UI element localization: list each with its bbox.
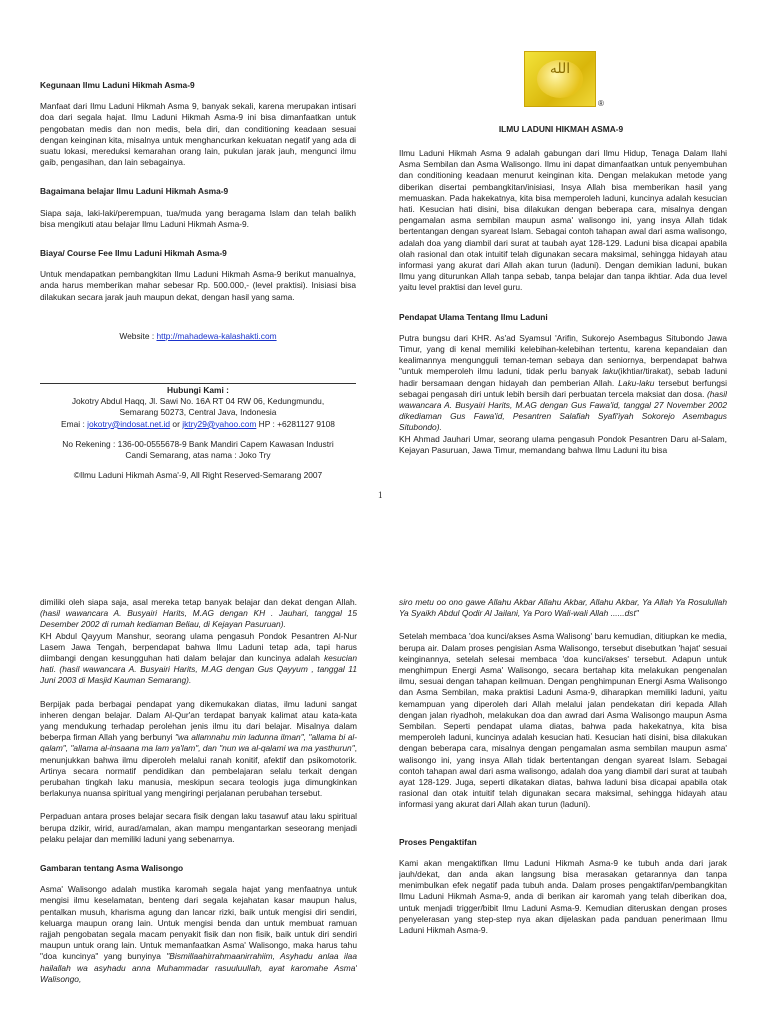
paragraph-intro: Ilmu Laduni Hikmah Asma 9 adalah gabungan dari Ilmu Hidup, Tenaga Dalam Ilahi Asma Sembilan dan Asma Walisongo. Ilmu ini dapat dimanfaatkan untuk penyembuhan dan conditioning keadaan menurut keinginan kita. Dengan melakukan metode yang diberikan disertai pembangkitan/inisiasi, Insya Allah bisa memberikan hasil yang memuaskan. Pada hakekatnya, kita bisa memperoleh laduni, kuncinya adalah kesucian hati. Kesucian hati disini, bisa dilakukan dengan beberapa cara, misalnya dengan pengamalan asma sembilan maupun asma' walisongo ini, yang insya Allah tidak bertentangan dengan syareat Islam. Sebagai contoh tahapan awal dari asma walisongo, adalah doa yang diambil dari surat at taubah ayat 128-129. Laduni bisa dicapai apabila olah rasional dan otak intuitif telah digunakan secara maksimal, sehingga hidayah atau informasi yang akurat dari Allah akan turun (laduni). Dengan demikian laduni, bukan Ilmu yang diturunkan Allah tanpa sebab, tanpa belajar dan tanpa ikhtiar. Ada dua level yaitu level praktisi dan level guru. (399, 148, 727, 293)
quote: siro metu oo ono gawe Allahu Akbar Allahu Akbar, Allahu Akbar, Ya Allah Ya Rosulullah Ya Syaikh Abdul Qodir Al Jailani, Ya Poro Wali-wali Allah ......dst" (399, 597, 727, 619)
right-top-column (399, 148, 727, 488)
text-run: Asma' Walisongo adalah mustika karomah segala hajat yang menfaatnya untuk mengisi ilmu keselamatan, benteng dari segala kejahatan kasar maupun halus, pentalkan musuh, kharisma agung dan lancar rizki, baik untuk mengisi diri sendiri, keluarga maupun orang lain. Untuk mengisi benda dan untuk membuat ramuan rajjah pengobatan segala macam penyakit fisik dan non fisik, baik untuk diri sendiri maupun untuk orang lain. Untuk memanfaatkan Asma' Walisongo, maka harus tahu "doa kuncinya" yang bunyinya (40, 884, 357, 962)
website-label: Website : (119, 330, 157, 341)
registered-mark: ® (598, 99, 604, 108)
text-run-italic: laku (602, 366, 618, 377)
heading-asma-walisongo: Gambaran tentang Asma Walisongo (40, 863, 184, 874)
paragraph-kegunaan: Manfaat dari Ilmu Laduni Hikmah Asma 9, banyak sekali, karena merupakan intisari doa dari segala hajat. Ilmu Laduni Hikmah Asma-9 ini bisa dimanfaatkan untuk pengobatan medis dan non medis, bela diri, dan conditioning keadaan sesuai dengan keinginan kita, misalnya untuk menghancurkan kekuatan negatif yang ada di suatu lokasi, mereduksi kemarahan orang lain, pukulan jarak jauh, mengunci ilmu gaib, pengasihan, dan lain sebagainya. (40, 101, 356, 168)
bank-account-line2: Candi Semarang, atas nama : Joko Try (125, 450, 271, 461)
email-or: or (170, 418, 183, 429)
contact-divider (40, 383, 356, 384)
text-run: , menunjukkan bahwa ilmu diperoleh melalui ranah konitif, afektif dan psikomotorik. Artinya secara normatif pendidikan dan pembelajaran selalu terkait dengan perubahan tingkah laku manusia, meskipun secara teologis juga dimungkinkan berlakunya nuansa spiritual yang mengiringi perjalanan perubahan tersebut. (40, 743, 357, 799)
copyright: ©Ilmu Laduni Hikmah Asma'-9, All Right Reserved-Semarang 2007 (73, 470, 323, 481)
contact-address-line1: Jokotry Abdul Haqq, Jl. Sawi No. 16A RT 04 RW 06, Kedungmundu, (71, 396, 325, 407)
paragraph-pendapat-2: KH Ahmad Jauhari Umar, seorang ulama pengasuh Pondok Pesantren Daru al-Salam, Kejayan Pasuruan, Jawa Timur, memandang bahwa Ilmu Laduni itu bisa (399, 433, 727, 455)
right-bottom-column (399, 597, 727, 1023)
email-label: Emai : (61, 418, 88, 429)
heading-kegunaan: Kegunaan Ilmu Laduni Hikmah Asma-9 (40, 80, 195, 90)
paragraph-berpijak (40, 699, 357, 800)
paragraph-qayyum (40, 631, 357, 687)
paragraph-doa-continued (399, 597, 727, 619)
text-run-italic: kesucian hati (40, 653, 357, 675)
text-run-italic: Laku-laku (618, 377, 655, 388)
paragraph-proses-pengaktifan: Kami akan mengaktifkan Ilmu Laduni Hikmah Asma-9 ke tubuh anda dari jarak jauh/dekat, dan anda akan langsung bisa merasakan getarannya dan tanpa menimbulkan efek negatif pada tubuh anda. Dalam proses pengaktifan/pembangkitan Ilmu Laduni Hikmah Asma-9, anda di berikan air karomah yang telah diberikan doa, untuk menjadi trigger/bibit Ilmu Laduni Asma-9. Kemudian diteruskan dengan proses penyelerasan yang step-step nya akan dijelaskan pada panduan penerimaan Ilmu Laduni Hikmah Asma-9. (399, 857, 727, 936)
phone-number: HP : +6281127 9108 (256, 418, 335, 429)
quote: "Bismillaahirrahmaanirrahiim, Asyhadu anlaa ilaa hailallah wa asyhadu anna Muhammadar rasuuluullah, ayat karomahe Asma' Walisongo, (40, 951, 357, 984)
email-link-yahoo[interactable]: jktry29@yahoo.com (182, 418, 257, 429)
paragraph-pendapat-1 (399, 333, 727, 434)
contact-heading: Hubungi Kami : (167, 385, 229, 395)
citation: (hasil wawancara A. Busyairi Harits, M.AG dengan Gus Qayyum , tanggal 11 Juni 2003 di Masjid Kauman Semarang). (40, 664, 357, 686)
text-run: Putra bungsu dari KHR. As'ad Syamsul 'Arifin, Sukorejo Asembagus Situbondo Jawa Timur, yang di kenal memiliki kelebihan-kelebihan tertentu, karena kepandaian dan kealimannya mengungguli teman-teman sebaya dan seniornya, berpendapat bahwa "untuk memperoleh ilmu laduni, tidak perlu banyak (399, 332, 727, 377)
contact-block (40, 385, 356, 485)
website-line (40, 331, 356, 342)
quote: "wa allamnahu min ladunna ilman", "allama bi al-qalam", "allama al-insaana ma lam ya'lam", dan "nun wa al-qalami wa ma yasthurun" (40, 732, 357, 754)
heading-biaya: Biaya/ Course Fee Ilmu Laduni Hikmah Asma-9 (40, 248, 227, 259)
text-run: dimiliki oleh siapa saja, asal mereka tetap banyak belajar dan dekat dengan Allah. (40, 597, 357, 607)
paragraph-jauhari (40, 597, 357, 631)
heading-bagaimana-belajar: Bagaimana belajar Ilmu Laduni Hikmah Asma-9 (40, 186, 229, 197)
heading-pendapat-ulama: Pendapat Ulama Tentang Ilmu Laduni (399, 311, 548, 322)
text-run: tersebut berfungsi sebagai pengasah diri untuk lebih bersih dari perbuatan tercela maksiat dan dosa. (399, 377, 727, 399)
paragraph-perpaduan: Perpaduan antara proses belajar secara fisik dengan laku tasawuf atau laku spiritual berupa dzikir, wirid, aurad/amalan, akan mampu mengantarkan seseorang menjadi pelaku pelajar dan memiliki laduni yang sebenarnya. (40, 811, 357, 844)
text-run: Berpijak pada berbagai pendapat yang dikemukakan diatas, ilmu laduni sangat inheren dengan belajar. Dalam Al-Qur'an terdapat banyak kalimat atau kata-kata yang mendukung terhadap perolehan jenis ilmu itu dari belajar. Misalnya dalam beberpa firman Allah yang berbunyi (40, 698, 357, 743)
citation: (hasil wawancara A. Busyairi Harits, M.AG dengan Gus Fawa'id, tanggal 27 November 2002 dikediaman Gus Fawa'id, Pesantren Salafiah Syafi'iyah Sokorejo Asembagus Situbondo). (399, 388, 727, 433)
paragraph-bagaimana-belajar: Siapa saja, laki-laki/perempuan, tua/muda yang beragama Islam dan telah balikh bisa mengikuti atau belajar Ilmu Laduni Hikmah Asma-9. (40, 207, 356, 229)
website-link[interactable]: http://mahadewa-kalashakti.com (156, 330, 277, 341)
text-run: KH Abdul Qayyum Manshur, seorang ulama pengasuh Pondok Pesantren Al-Nur Lasem Jawa Tengah, berpendapat bahwa Ilmu Laduni tetap ada, tapi harus diimbangi dengan kesungguhan hati dalam belajar dan kuncinya adalah (40, 630, 357, 664)
citation: (hasil wawancara A. Busyairi Harits, M.AG dengan KH . Jauhari, tanggal 15 Desember 2002 di rumah kediaman Beliau, di Kejayan Pasuruan). (40, 608, 357, 630)
contact-email-line (40, 419, 356, 430)
heading-proses-pengaktifan: Proses Pengaktifan (399, 836, 477, 847)
email-link-indosat[interactable]: jokotry@indosat.net.id (87, 418, 171, 429)
paragraph-setelah-membaca: Setelah membaca 'doa kunci/akses Asma Walisong' baru kemudian, ditiupkan ke media, berupa air. Dalam proses pengisian Asma Walisongo, tersebut disebutkan 'hajat' sesuai keinginannya, setelah selesai membaca 'doa kunci/akses' tersebut. Adapun untuk menghimpun Energi Asma' Walisongo, secara bertahap kita melakukan pengenalan ilmu, sesuai dengan tahapan keilmuan. Dengan penghimpunan Energi Asma Walisongo dan Asma Sembilan, maka praktisi Laduni Asma-9, diharapkan memiliki laduni, yaitu kemampuan yang diperoleh dari Allah melalui jalan pendekatan diri kepada Allah dengan jalan riyadhoh, melakukan doa dan awrad dari Asma Walisongo maupun Asma Sembilan. Seperti pendapat ulama diatas, bahwa pada hakekatnya, kita bisa memperoleh laduni, kuncinya adalah kesucian hati. Kesucian hati disini, bisa dilakukan dengan beberapa cara, misalnya dengan pengamalan asma sembilan maupun asma' walisongo ini, yang insya Allah tidak bertentangan dengan syareat Islam. Sebagai contoh tahapan awal dari asma walisongo, adalah doa yang diambil dari surat at taubah ayat 128-129. Juga, seperti dikatakan diatas, bahwa laduni bisa dicapai apabila otak rasional dan otak intuitif telah digunakan secara maksimal, sehingga hidayah atau informasi yang akurat dari Allah akan turun (laduni). (399, 631, 727, 810)
document-title: ILMU LADUNI HIKMAH ASMA-9 (498, 124, 624, 134)
text-run: . (53, 664, 60, 675)
paragraph-asma-walisongo (40, 884, 357, 985)
text-run: (ikhtiar/tirakat), sebab laduni hadir bersamaan dengan hidayah dan pemberian Allah. (399, 366, 727, 388)
paragraph-biaya: Untuk mendapatkan pembangkitan Ilmu Laduni Hikmah Asma-9 berikut manualnya, anda harus memberikan mahar sebesar Rp. 500.000,- (level praktisi). Inisiasi bisa dilakukan secara jarak jauh maupun dekat, dengan hasil yang sama. (40, 269, 356, 302)
left-bottom-column (40, 597, 357, 1023)
allah-logo-image (524, 51, 596, 107)
logo-glyph: الله (549, 61, 571, 77)
page-number: 1 (378, 490, 383, 500)
bank-account-line1: No Rekening : 136-00-0555678-9 Bank Mandiri Capem Kawasan Industri (62, 438, 334, 449)
contact-address-line2: Semarang 50273, Central Java, Indonesia (119, 407, 277, 418)
